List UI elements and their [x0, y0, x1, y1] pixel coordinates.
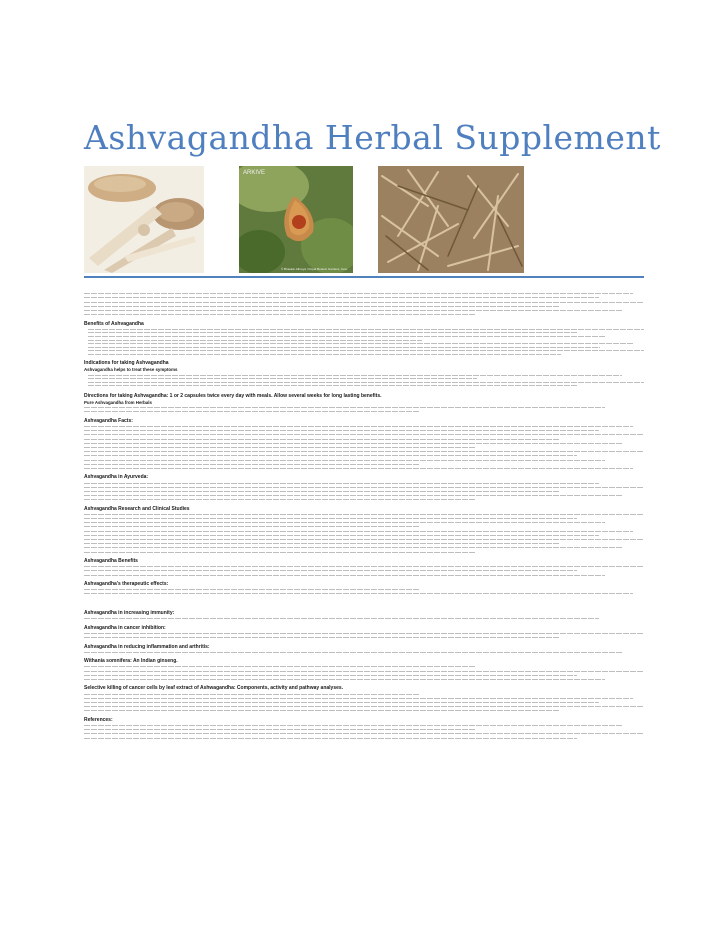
- body-text-line: [84, 513, 644, 517]
- title-divider: [84, 276, 644, 278]
- body-text-line: [88, 384, 577, 388]
- body-text-line: [84, 692, 420, 696]
- article-body: [84, 292, 644, 741]
- indications-subheading: Ashvagandha helps to treat these symptoms: [84, 367, 178, 373]
- body-text-line: [84, 546, 622, 550]
- benefits-heading: Benefits of Ashvagandha: [84, 320, 144, 327]
- body-text-line: [84, 521, 605, 525]
- body-text-line: [84, 410, 420, 414]
- body-text-line: [84, 450, 644, 454]
- body-text-line: [84, 313, 476, 317]
- references-heading: References:: [84, 716, 113, 723]
- body-text-line: [84, 486, 644, 490]
- body-text-line: [84, 550, 476, 554]
- body-text-line: [84, 678, 605, 682]
- body-text-line: [84, 636, 560, 640]
- body-text-line: [84, 538, 644, 542]
- body-text-line: [84, 669, 644, 673]
- body-text-line: [84, 490, 560, 494]
- body-text-line: [84, 305, 560, 309]
- body-text-line: [84, 588, 420, 592]
- directions-heading: Directions for taking Ashvagandha: 1 or 2 capsules twice every day with meals. Allow several weeks for long lasting benefits.: [84, 392, 382, 399]
- immunity-heading: Ashvagandha in increasing immunity:: [84, 610, 175, 617]
- inflammation-heading: Ashvagandha in reducing inflammation and arthritis:: [84, 643, 210, 650]
- ashvagandha-root-and-powder-photo: [84, 166, 204, 273]
- body-text-line: [84, 724, 622, 728]
- body-text-line: [84, 494, 622, 498]
- body-text-line: [84, 565, 644, 569]
- body-text-line: [84, 442, 622, 446]
- body-text-line: [88, 353, 561, 357]
- body-text-line: [84, 701, 599, 705]
- body-text-line: [84, 454, 577, 458]
- body-text-line: [84, 728, 476, 732]
- body-text-line: [84, 573, 605, 577]
- body-text-line: [84, 592, 633, 596]
- body-text-line: [84, 458, 605, 462]
- body-text-line: [84, 709, 560, 713]
- body-text-line: [84, 517, 577, 521]
- cancer-heading: Ashvagandha in cancer inhibition:: [84, 624, 166, 631]
- research-heading: Ashvagandha Research and Clinical Studies: [84, 505, 190, 512]
- facts-heading: Ashvagandha Facts:: [84, 417, 133, 424]
- body-text-line: [84, 296, 599, 300]
- body-text-line: [84, 425, 633, 429]
- body-text-line: [84, 736, 577, 740]
- body-text-line: [84, 632, 644, 636]
- body-text-line: [84, 481, 599, 485]
- page-title: Ashvagandha Herbal Supplement: [84, 118, 661, 157]
- withania-heading: Withania somnifera: An Indian ginseng.: [84, 658, 178, 665]
- body-text-line: [84, 617, 599, 621]
- body-text-line: [84, 433, 644, 437]
- body-text-line: [84, 665, 476, 669]
- body-text-line: [84, 292, 633, 296]
- body-text-line: [84, 569, 577, 573]
- body-text-line: [84, 529, 633, 533]
- body-text-line: [84, 429, 599, 433]
- ayurveda-heading: Ashvagandha in Ayurveda:: [84, 474, 149, 481]
- body-text-line: [84, 534, 599, 538]
- body-text-line: [84, 705, 644, 709]
- body-text-line: [84, 309, 622, 313]
- selective-heading: Selective killing of cancer cells by leaf extract of Ashwagandha: Components, activity and pathway analyses.: [84, 685, 344, 692]
- body-text-line: [84, 498, 476, 502]
- body-text-line: [84, 300, 644, 304]
- therapeutic-heading: Ashvagandha's therapeutic effects:: [84, 580, 169, 587]
- ashvagandha-berry-plant-photo: [239, 166, 353, 273]
- body-text-line: [84, 525, 420, 529]
- arkive-watermark: ARKIVE: [243, 170, 266, 176]
- body-text-line: [84, 651, 622, 655]
- body-text-line: [84, 446, 476, 450]
- body-text-line: [84, 697, 633, 701]
- pure-heading: Pure Ashvagandha from Herbals: [84, 399, 152, 405]
- photo-credit: © Bhaskar Athreya / Royal Botanic Gardens, Kew: [281, 267, 347, 271]
- indications-heading: Indications for taking Ashvagandha: [84, 360, 169, 367]
- dried-ashvagandha-roots-photo: [378, 166, 524, 273]
- body-text-line: [84, 542, 560, 546]
- body-text-line: [84, 674, 577, 678]
- body-text-line: [84, 732, 644, 736]
- body-text-line: [84, 463, 420, 467]
- body-text-line: [84, 467, 633, 471]
- body-text-line: [84, 406, 605, 410]
- benefits2-heading: Ashvagandha Benefits: [84, 557, 138, 564]
- body-text-line: [84, 437, 560, 441]
